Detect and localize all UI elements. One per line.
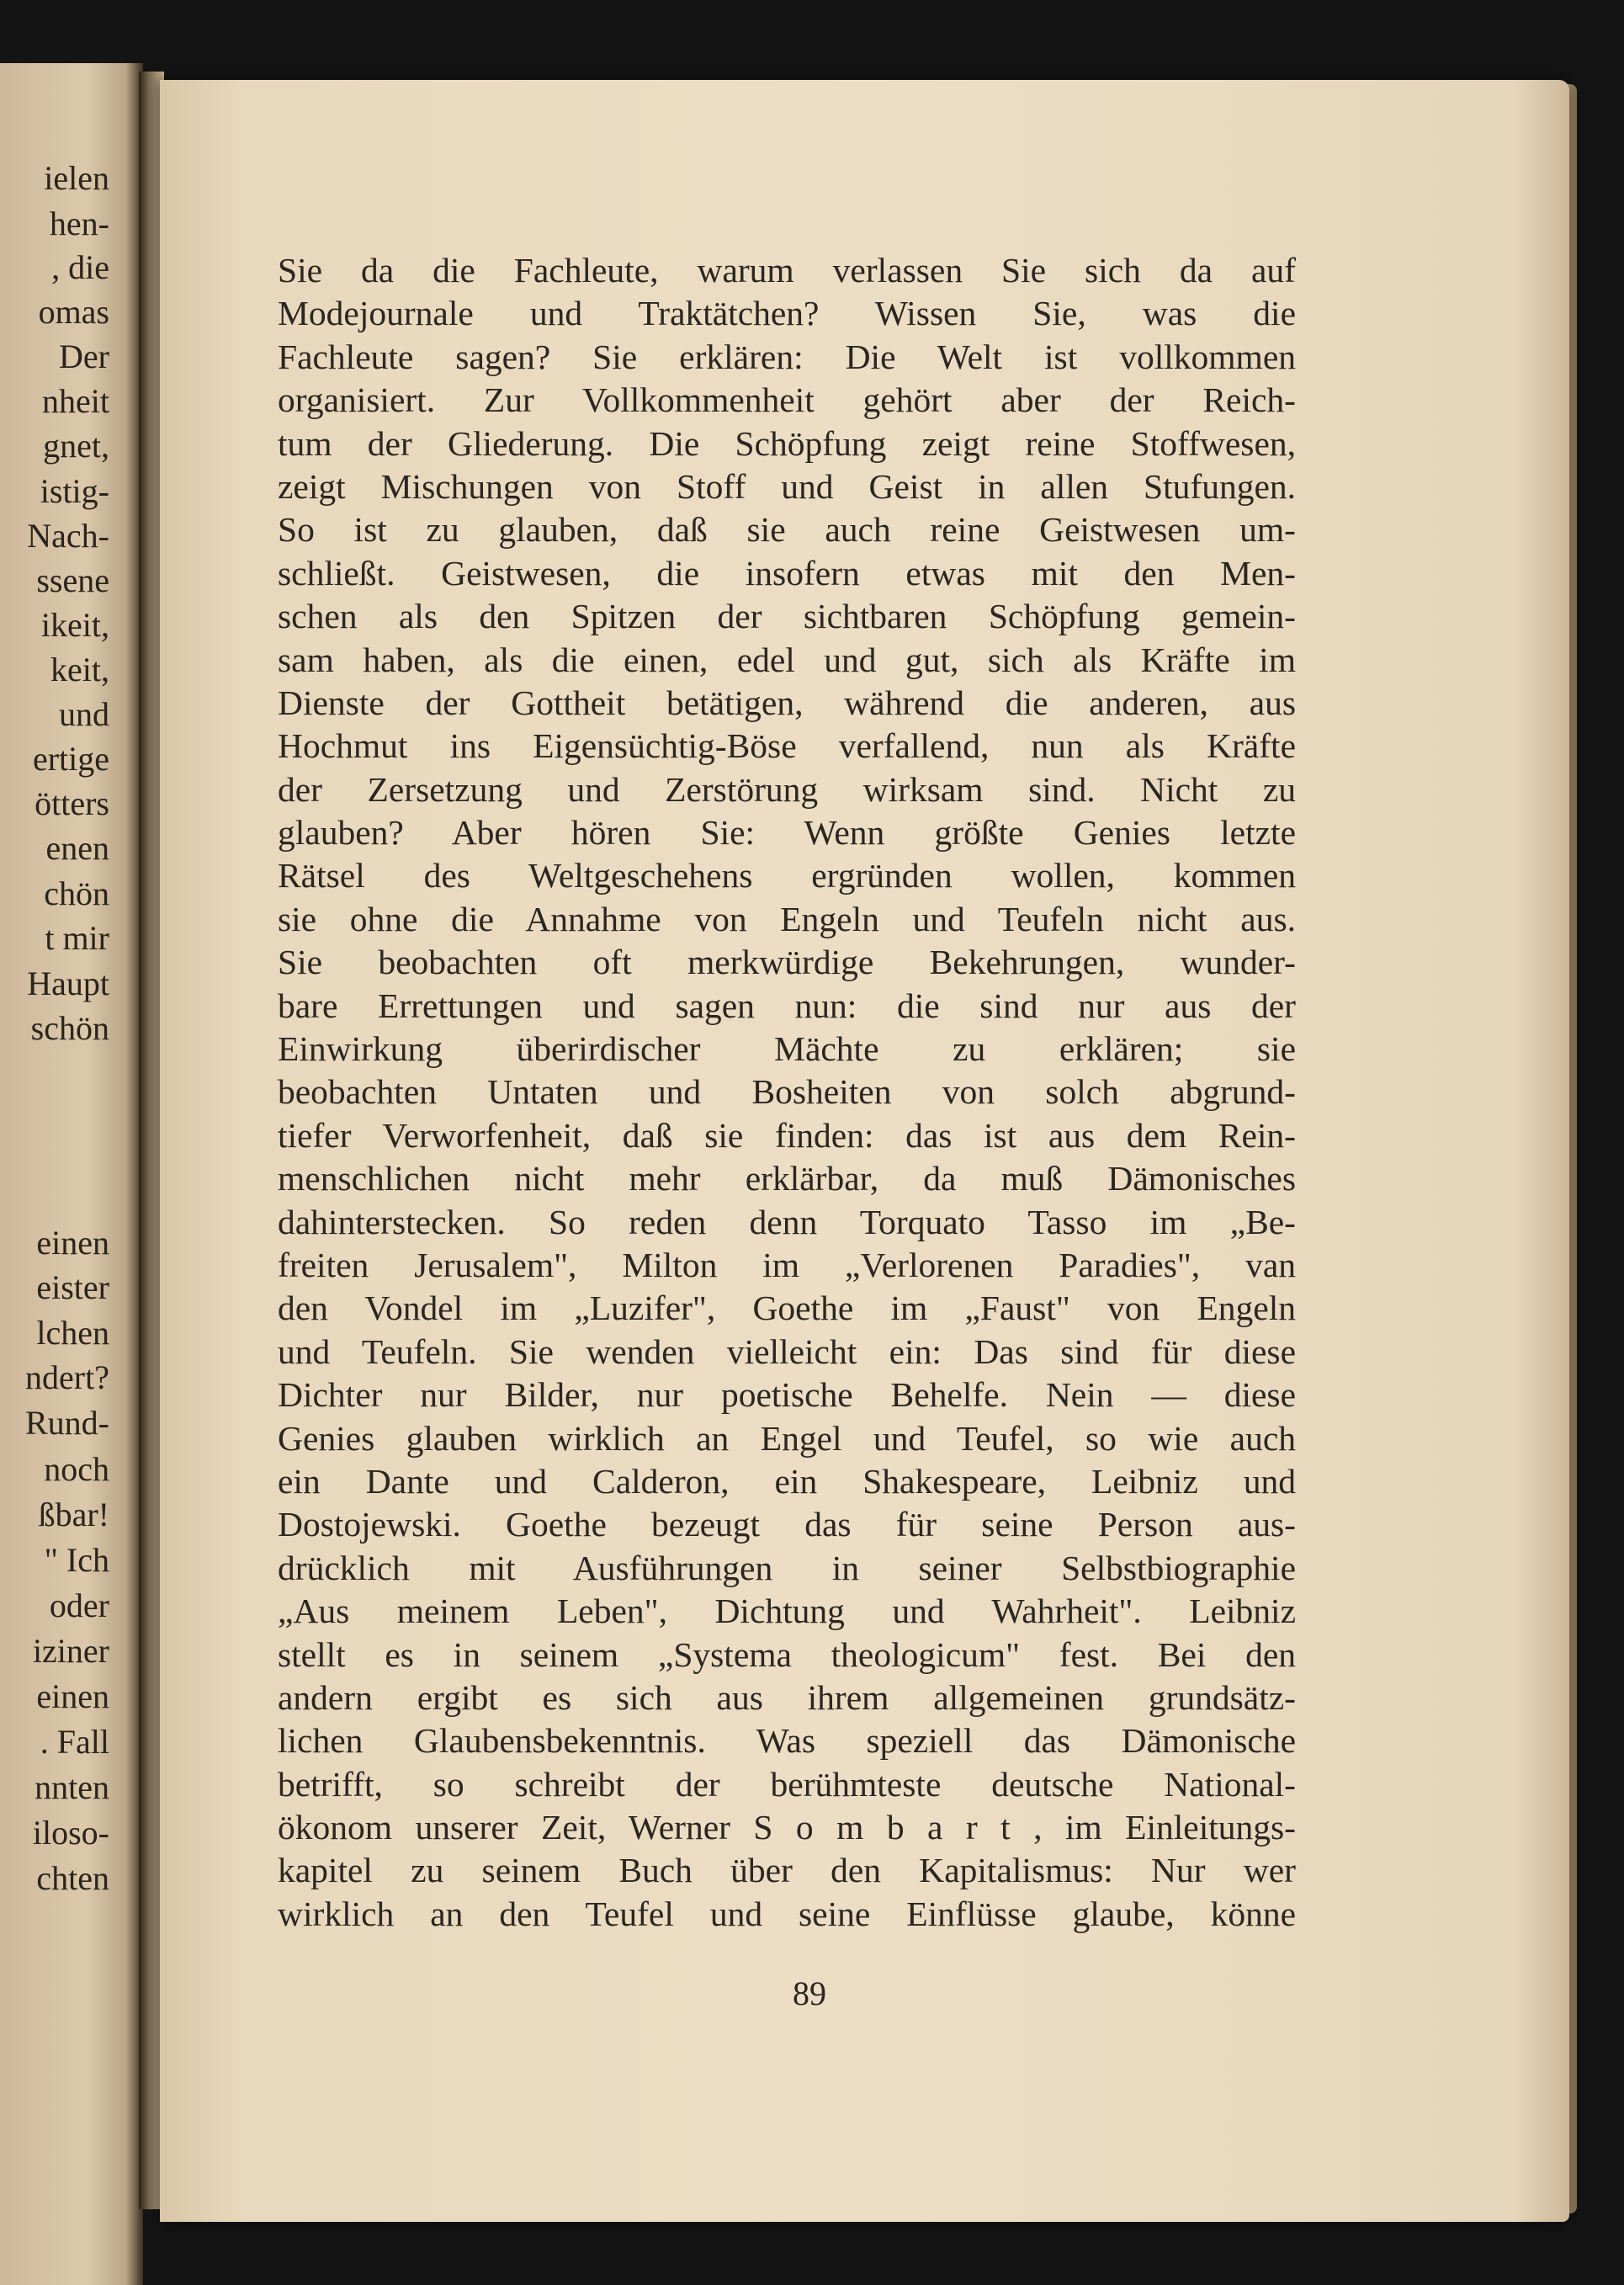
text-line: Rätsel des Weltgeschehens ergründen wollen, kommen <box>278 856 1296 895</box>
text-line: Einwirkung überirdischer Mächte zu erklären; sie <box>278 1029 1296 1069</box>
text-line: betrifft, so schreibt der berühmteste deutsche National- <box>278 1764 1296 1804</box>
text-line: Dostojewski. Goethe bezeugt das für seine Person aus- <box>278 1505 1296 1544</box>
text-line: der Zersetzung und Zerstörung wirksam sind. Nicht zu <box>278 769 1296 809</box>
text-line: zeigt Mischungen von Stoff und Geist in allen Stufungen. <box>278 466 1296 506</box>
text-line: So ist zu glauben, daß sie auch reine Geistwesen um- <box>278 510 1296 550</box>
left-page-fragment: iloso- <box>32 1814 109 1852</box>
text-line: glauben? Aber hören Sie: Wenn größte Genies letzte <box>278 813 1296 853</box>
text-line: drücklich mit Ausführungen in seiner Selbstbiographie <box>278 1548 1296 1587</box>
left-page-fragment: ßbar! <box>38 1496 109 1533</box>
text-line: dahinterstecken. So reden denn Torquato Tasso im „Be- <box>278 1202 1296 1241</box>
left-page-fragment: noch <box>44 1450 109 1488</box>
left-page-fragment: omas <box>38 293 109 331</box>
left-page-fragment: Haupt <box>27 964 109 1002</box>
left-page-fragment: gnet, <box>43 427 109 465</box>
text-line: Genies glauben wirklich an Engel und Teufel, so wie auch <box>278 1418 1296 1458</box>
left-page-edge <box>0 63 143 2285</box>
text-line: Modejournale und Traktätchen? Wissen Sie, was die <box>278 294 1296 333</box>
left-page-fragment: chön <box>44 874 109 912</box>
left-page-fragment: ssene <box>36 561 109 599</box>
left-page-fragment: ndert? <box>25 1358 109 1396</box>
text-line: sam haben, als die einen, edel und gut, sich als Kräfte im <box>278 640 1296 679</box>
text-line: Sie beobachten oft merkwürdige Bekehrungen, wunder- <box>278 943 1296 982</box>
left-page-fragment: ielen <box>44 159 109 197</box>
left-page-fragment: ötters <box>34 784 109 822</box>
text-line: Sie da die Fachleute, warum verlassen Sie sich da auf <box>278 251 1296 290</box>
left-page-fragment: iziner <box>32 1632 109 1670</box>
text-line: organisiert. Zur Vollkommenheit gehört aber der Reich- <box>278 380 1296 420</box>
left-page-fragment: oder <box>49 1586 109 1624</box>
text-line: und Teufeln. Sie wenden vielleicht ein: Das sind für diese <box>278 1331 1296 1371</box>
left-page-fragment: chten <box>36 1859 109 1897</box>
left-page-fragment: . Fall <box>40 1723 109 1761</box>
left-page-fragment: nheit <box>42 382 109 420</box>
left-page-fragment: Nach- <box>27 517 109 555</box>
left-page-fragment: Der <box>59 337 109 375</box>
text-line: tiefer Verworfenheit, daß sie finden: das ist aus dem Rein- <box>278 1115 1296 1155</box>
text-line: bare Errettungen und sagen nun: die sind nur aus der <box>278 986 1296 1025</box>
text-line: wirklich an den Teufel und seine Einflüsse glaube, könne <box>278 1894 1296 1933</box>
body-text <box>278 249 1296 1936</box>
left-page-fragment: und <box>59 695 109 733</box>
text-line: Hochmut ins Eigensüchtig-Böse verfallend, nun als Kräfte <box>278 726 1296 766</box>
text-line: beobachten Untaten und Bosheiten von solch abgrund- <box>278 1072 1296 1112</box>
left-page-fragment: lchen <box>36 1314 109 1352</box>
text-line: Dichter nur Bilder, nur poetische Behelfe. Nein — diese <box>278 1375 1296 1415</box>
text-line: freiten Jerusalem", Milton im „Verlorenen Paradies", van <box>278 1245 1296 1284</box>
text-line: „Aus meinem Leben", Dichtung und Wahrheit". Leibniz <box>278 1592 1296 1631</box>
left-page-fragment: schön <box>30 1009 109 1047</box>
left-page-fragment: einen <box>36 1224 109 1262</box>
left-page-fragment: " Ich <box>44 1541 109 1579</box>
left-page-fragment: einen <box>36 1677 109 1715</box>
left-page-fragment: ertige <box>32 740 109 778</box>
text-line: Dienste der Gottheit betätigen, während die anderen, aus <box>278 683 1296 722</box>
left-page-fragment: , die <box>51 248 109 286</box>
left-page-fragment: istig- <box>40 472 109 510</box>
left-page-fragment: enen <box>45 829 109 867</box>
text-line: schen als den Spitzen der sichtbaren Schöpfung gemein- <box>278 597 1296 636</box>
text-line: Fachleute sagen? Sie erklären: Die Welt ist vollkommen <box>278 337 1296 376</box>
left-page-fragment: hen- <box>49 205 109 242</box>
left-page-fragment: eister <box>36 1268 109 1306</box>
text-line: menschlichen nicht mehr erklärbar, da muß Dämonisches <box>278 1159 1296 1198</box>
text-line: lichen Glaubensbekenntnis. Was speziell das Dämonische <box>278 1721 1296 1761</box>
text-line: ökonom unserer Zeit, Werner S o m b a r t , im Einleitungs- <box>278 1808 1296 1847</box>
text-line: stellt es in seinem „Systema theologicum" fest. Bei den <box>278 1634 1296 1674</box>
left-page-fragment: keit, <box>50 651 109 688</box>
text-line: andern ergibt es sich aus ihrem allgemeinen grundsätz- <box>278 1677 1296 1717</box>
text-line: sie ohne die Annahme von Engeln und Teufeln nicht aus. <box>278 899 1296 938</box>
text-line: schließt. Geistwesen, die insofern etwas mit den Men- <box>278 553 1296 593</box>
left-page-fragment: nnten <box>34 1768 109 1806</box>
left-page-fragment: Rund- <box>25 1404 109 1442</box>
text-line: kapitel zu seinem Buch über den Kapitalismus: Nur wer <box>278 1851 1296 1890</box>
text-line: ein Dante und Calderon, ein Shakespeare, Leibniz und <box>278 1461 1296 1501</box>
left-page-fragment: ikeit, <box>40 606 109 644</box>
page-number: 89 <box>793 1974 826 2012</box>
text-line: den Vondel im „Luzifer", Goethe im „Faust" von Engeln <box>278 1289 1296 1328</box>
text-line: tum der Gliederung. Die Schöpfung zeigt reine Stoffwesen, <box>278 423 1296 463</box>
left-page-fragment: t mir <box>45 919 109 957</box>
